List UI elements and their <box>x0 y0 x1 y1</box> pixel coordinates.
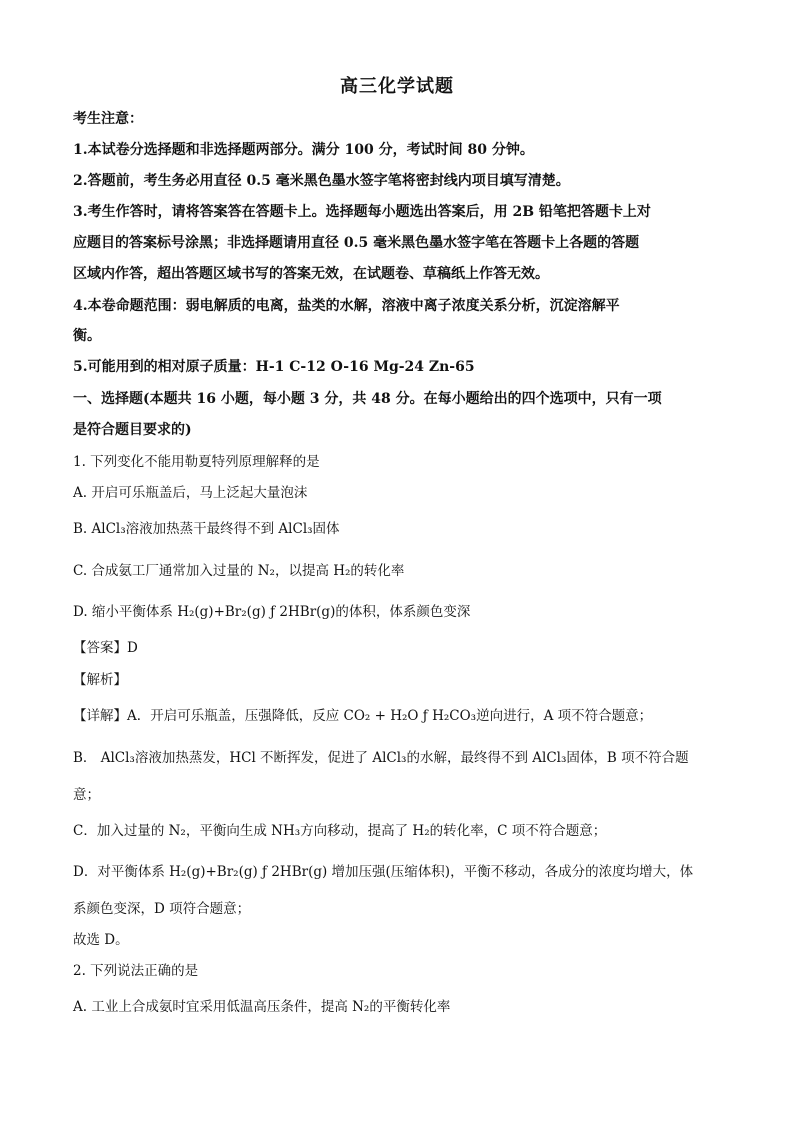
notice-item: 应题目的答案标号涂黑；非选择题请用直径 0.5 毫米黑色墨水签字笔在答题卡上各题的答题 <box>73 235 640 251</box>
detail-line: C．加入过量的 N₂，平衡向生成 NH₃方向移动，提高了 H₂的转化率，C 项不符合题意； <box>73 823 607 839</box>
notice-item: 1.本试卷分选择题和非选择题两部分。满分 100 分，考试时间 80 分钟。 <box>73 142 534 158</box>
option-c: C. 合成氨工厂通常加入过量的 N₂，以提高 H₂的转化率 <box>73 563 405 579</box>
notice-heading: 考生注意： <box>73 111 143 127</box>
option-a: A. 工业上合成氨时宜采用低温高压条件，提高 N₂的平衡转化率 <box>73 999 451 1015</box>
question-stem: 2. 下列说法正确的是 <box>73 963 199 979</box>
notice-item: 5.可能用到的相对原子质量：H-1 C-12 O-16 Mg-24 Zn-65 <box>73 359 475 375</box>
section-heading-cont: 是符合题目要求的) <box>73 422 192 438</box>
analysis-label: 【解析】 <box>73 672 127 688</box>
detail-line: 意； <box>73 787 100 803</box>
notice-item: 3.考生作答时，请将答案答在答题卡上。选择题每小题选出答案后，用 2B 铅笔把答题卡上对 <box>73 204 651 220</box>
option-b: B. AlCl₃溶液加热蒸干最终得不到 AlCl₃固体 <box>73 521 340 537</box>
detail-line: 故选 D。 <box>73 932 129 948</box>
page-title: 高三化学试题 <box>340 76 454 97</box>
option-a: A. 开启可乐瓶盖后，马上泛起大量泡沫 <box>73 485 308 501</box>
detail-line: B． AlCl₃溶液加热蒸发，HCl 不断挥发，促进了 AlCl₃的水解，最终得不到 AlCl₃固体，B 项不符合题 <box>73 750 689 766</box>
notice-item: 2.答题前，考生务必用直径 0.5 毫米黑色墨水签字笔将密封线内项目填写清楚。 <box>73 173 570 189</box>
detail-line: 【详解】A．开启可乐瓶盖，压强降低，反应 CO₂ + H₂O ƒ H₂CO₃逆向进行，A 项不符合题意； <box>73 708 653 724</box>
detail-line: 系颜色变深，D 项符合题意； <box>73 901 251 917</box>
notice-item: 区域内作答，超出答题区域书写的答案无效，在试题卷、草稿纸上作答无效。 <box>73 266 549 282</box>
detail-line: D．对平衡体系 H₂(g)+Br₂(g) ƒ 2HBr(g) 增加压强(压缩体积)，平衡不移动，各成分的浓度均增大，体 <box>73 864 694 880</box>
question-stem: 1. 下列变化不能用勒夏特列原理解释的是 <box>73 454 320 470</box>
answer-label: 【答案】D <box>73 640 138 656</box>
notice-item: 4.本卷命题范围：弱电解质的电离，盐类的水解，溶液中离子浓度关系分析，沉淀溶解平 <box>73 298 620 314</box>
option-d: D. 缩小平衡体系 H₂(g)+Br₂(g) ƒ 2HBr(g)的体积，体系颜色变深 <box>73 604 471 620</box>
section-heading: 一、选择题(本题共 16 小题，每小题 3 分，共 48 分。在每小题给出的四个选项中，只有一项 <box>73 391 662 407</box>
notice-item: 衡。 <box>73 328 101 344</box>
